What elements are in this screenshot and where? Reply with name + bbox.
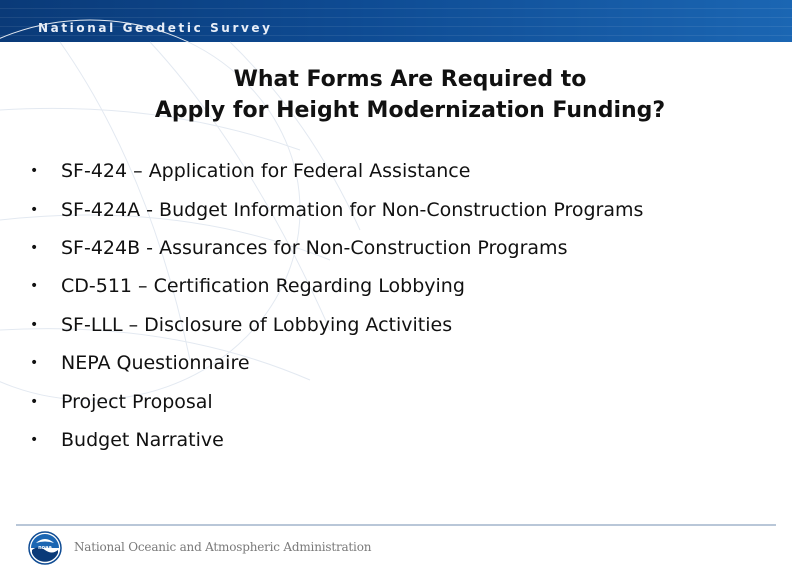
list-item-text: SF-424B - Assurances for Non-Construction Programs xyxy=(61,236,568,259)
list-item xyxy=(30,421,643,459)
slide-title xyxy=(100,64,720,126)
bullet-icon: • xyxy=(30,239,39,256)
bullet-icon: • xyxy=(30,393,39,410)
bullet-icon: • xyxy=(30,201,39,218)
list-item-text: Project Proposal xyxy=(61,390,213,413)
footer-divider xyxy=(16,524,776,526)
list-item-text: NEPA Questionnaire xyxy=(61,352,250,375)
bullet-icon: • xyxy=(30,355,39,372)
list-item-text: SF-LLL – Disclosure of Lobbying Activities xyxy=(61,313,453,336)
agency-name: National Oceanic and Atmospheric Administration xyxy=(74,540,372,554)
title-line-2: Apply for Height Modernization Funding? xyxy=(154,98,666,123)
list-item xyxy=(30,344,643,382)
list-item-text: CD-511 – Certification Regarding Lobbying xyxy=(61,275,465,298)
list-item xyxy=(30,190,643,228)
list-item-text: Budget Narrative xyxy=(61,428,224,451)
bullet-icon: • xyxy=(30,278,39,295)
list-item-text: SF-424A - Budget Information for Non-Construction Programs xyxy=(61,198,644,221)
bullet-icon: • xyxy=(30,163,39,180)
bullet-icon: • xyxy=(30,316,39,333)
list-item xyxy=(30,267,643,305)
list-item-text: SF-424 – Application for Federal Assistance xyxy=(61,160,471,183)
list-item xyxy=(30,152,643,190)
bullet-icon: • xyxy=(30,431,39,448)
list-item xyxy=(30,229,643,267)
svg-text:noaa: noaa xyxy=(38,545,52,551)
list-item xyxy=(30,306,643,344)
banner-title: National Geodetic Survey xyxy=(38,21,273,35)
title-line-1: What Forms Are Required to xyxy=(233,67,587,92)
noaa-logo-icon xyxy=(28,531,62,565)
header-banner xyxy=(0,0,792,42)
list-item xyxy=(30,382,643,420)
bullet-list xyxy=(30,152,643,459)
